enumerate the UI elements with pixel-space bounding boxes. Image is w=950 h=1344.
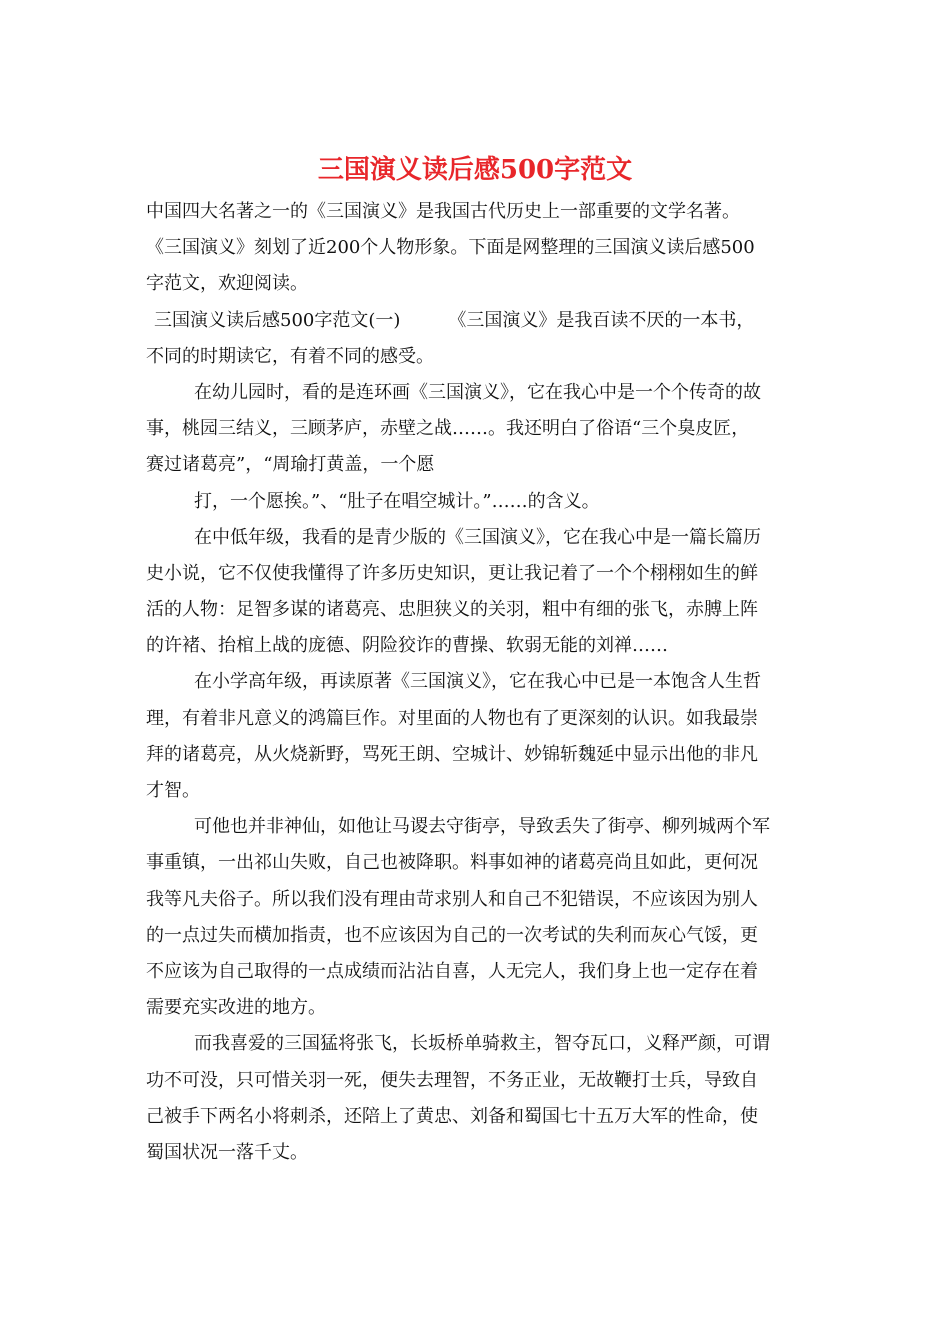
text-line: 不应该为自己取得的一点成绩而沾沾自喜，人无完人，我们身上也一定存在着 — [146, 960, 758, 982]
text-line: 赛过诸葛亮”，“周瑜打黄盖，一个愿 — [146, 454, 435, 476]
text-line: 己被手下两名小将刺杀，还陪上了黄忠、刘备和蜀国七十五万大军的性命，使 — [146, 1105, 758, 1127]
paragraph-start: 在中低年级，我看的是青少版的《三国演义》，它在我心中是一篇长篇历 — [194, 526, 761, 548]
text-line: 史小说，它不仅使我懂得了许多历史知识，更让我记着了一个个栩栩如生的鲜 — [146, 562, 758, 584]
text-line: 事，桃园三结义，三顾茅庐，赤壁之战……。我还明白了俗语“三个臭皮匠， — [146, 418, 750, 440]
text-line: 活的人物：足智多谋的诸葛亮、忠胆狭义的关羽，粗中有细的张飞，赤膊上阵 — [146, 599, 758, 621]
paragraph-start: 在小学高年级，再读原著《三国演义》，它在我心中已是一本饱含人生哲 — [194, 671, 761, 693]
text-line: 我等凡夫俗子。所以我们没有理由苛求别人和自己不犯错误，不应该因为别人 — [146, 888, 758, 910]
text-line: 事重镇，一出祁山失败，自己也被降职。料事如神的诸葛亮尚且如此，更何况 — [146, 852, 758, 874]
document-body — [146, 194, 810, 1171]
text-line: 的一点过失而横加指责，也不应该因为自己的一次考试的失利而灰心气馁，更 — [146, 924, 758, 946]
section-heading: 三国演义读后感500字范文(一) — [154, 309, 401, 331]
paragraph-start: 而我喜爱的三国猛将张飞，长坂桥单骑救主，智夺瓦口，义释严颜，可谓 — [194, 1033, 770, 1055]
text-line: 拜的诸葛亮，从火烧新野，骂死王朗、空城计、妙锦斩魏延中显示出他的非凡 — [146, 743, 758, 765]
text-line: 字范文，欢迎阅读。 — [146, 273, 308, 295]
text-line: 蜀国状况一落千丈。 — [146, 1141, 308, 1163]
paragraph-start: 可他也并非神仙，如他让马谡去守街亭，导致丢失了街亭、柳列城两个军 — [194, 816, 770, 838]
paragraph-start: 在幼儿园时，看的是连环画《三国演义》，它在我心中是一个个传奇的故 — [194, 381, 761, 403]
text-line: 中国四大名著之一的《三国演义》是我国古代历史上一部重要的文学名著。 — [146, 201, 740, 222]
text-line: 理，有着非凡意义的鸿篇巨作。对里面的人物也有了更深刻的认识。如我最崇 — [146, 707, 758, 729]
text-line: 功不可没，只可惜关羽一死，便失去理智，不务正业，无故鞭打士兵，导致自 — [146, 1069, 758, 1091]
text-line: 《三国演义》刻划了近200个人物形象。下面是网整理的三国演义读后感500 — [146, 237, 755, 259]
text-line: 才智。 — [146, 780, 200, 801]
text-line — [146, 303, 810, 339]
text-line: 不同的时期读它，有着不同的感受。 — [146, 345, 434, 367]
text-line: 的许褚、抬棺上战的庞德、阴险狡诈的曹操、软弱无能的刘禅…… — [146, 635, 668, 657]
text-line: 需要充实改进的地方。 — [146, 997, 326, 1019]
document-title: 三国演义读后感500字范文 — [317, 155, 633, 185]
text-segment: 《三国演义》是我百读不厌的一本书， — [448, 309, 755, 331]
text-line: 打，一个愿挨。”、“肚子在唱空城计。”……的含义。 — [194, 490, 600, 512]
